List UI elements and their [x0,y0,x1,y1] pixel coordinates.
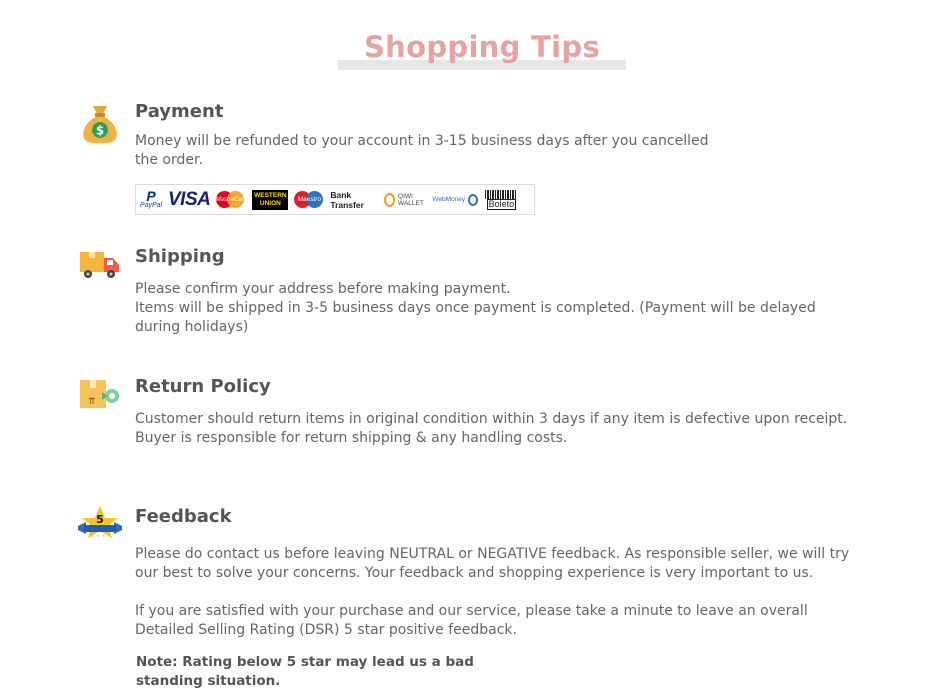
svg-text:$: $ [95,123,105,138]
feedback-text-para2: If you are satisfied with your purchase and our service, please take a minute to leave an overall Detailed Selling Rating (DSR) 5 star positive feedback. [135,603,808,638]
feedback-text-para1: Please do contact us before leaving NEUTRAL or NEGATIVE feedback. As responsible seller, we will try our best to solve your concerns. Your feedback and shopping experience is very important to us. [135,546,850,581]
visa-logo: VISA [168,188,211,210]
return-policy-text: Customer should return items in original condition within 3 days if any item is defective upon receipt. Buyer is responsible for return shipping & any handling costs. [135,411,848,446]
svg-text:5: 5 [96,513,104,526]
svg-text:⇈: ⇈ [88,397,96,407]
feedback-note: Note: Rating below 5 star may lead us a bad standing situation. [136,654,474,689]
mastercard-logo: MasterCard [216,189,246,211]
maestro-logo: Maestro [294,189,324,211]
shipping-text-line2: Items will be shipped in 3-5 business days once payment is completed. (Payment will be delayed during holidays) [135,300,816,335]
boleto-logo: Boleto [484,189,518,211]
delivery-truck-icon [78,244,122,288]
svg-text:★: ★ [96,533,100,538]
payment-methods-strip [135,184,535,215]
payment-text: Money will be refunded to your account in 3-15 business days after you cancelled the order. [135,133,709,168]
return-box-icon [78,374,122,418]
svg-text:★: ★ [90,533,94,538]
money-bag-icon [78,102,122,146]
qiwi-wallet-logo: QIWI WALLET [384,189,426,211]
shipping-title: Shipping [135,246,225,267]
return-policy-title: Return Policy [135,376,271,397]
shipping-text-line1: Please confirm your address before making payment. [135,281,511,297]
payment-title: Payment [135,101,224,122]
svg-text:★: ★ [102,533,106,538]
page-title-block [338,28,626,70]
feedback-title: Feedback [135,506,232,527]
western-union-logo: WESTERN UNION [252,190,288,210]
five-star-badge-icon [78,504,122,548]
bank-transfer-logo: Bank Transfer [330,189,364,210]
webmoney-logo: WebMoney [432,189,478,211]
paypal-logo: P PayPal [139,188,163,209]
page-title: Shopping Tips [363,30,601,64]
